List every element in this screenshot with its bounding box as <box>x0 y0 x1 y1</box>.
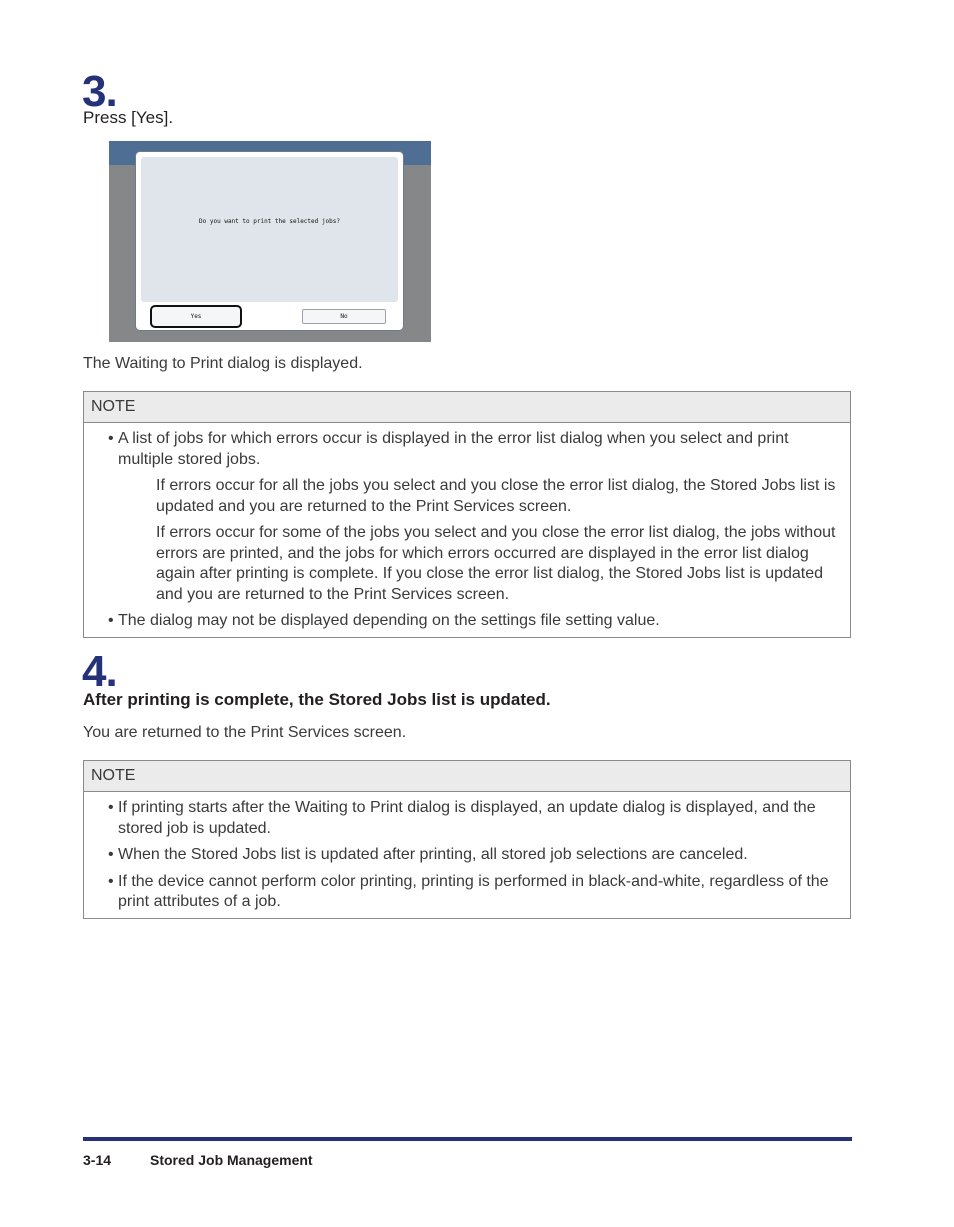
list-item: • If the device cannot perform color printing, printing is performed in black-and-white, regardless of the print attributes of a job. <box>108 872 829 910</box>
device-screenshot <box>109 141 431 342</box>
bullet-icon: • <box>108 846 114 863</box>
list-item: • A list of jobs for which errors occur is displayed in the error list dialog when you select and print multiple stored jobs. <box>108 430 789 468</box>
section-title: Stored Job Management <box>150 1152 313 1168</box>
footer-rule <box>83 1137 852 1141</box>
bullet-icon: • <box>108 430 114 447</box>
page-number: 3-14 <box>83 1152 112 1168</box>
list-item: • The dialog may not be displayed depending on the settings file setting value. <box>84 611 840 632</box>
note-title: NOTE <box>84 392 850 423</box>
step-instruction: After printing is complete, the Stored Jobs list is updated. <box>83 690 551 709</box>
list-item: • When the Stored Jobs list is updated after printing, all stored job selections are canceled. <box>84 845 840 866</box>
step-number: 4. <box>82 647 117 696</box>
list-item: If errors occur for some of the jobs you select and you close the error list dialog, the jobs without errors are printed, and the jobs for which errors occurred are displayed in the error list dialog again after printing is complete. If you close the error list dialog, the Stored Jobs list is updated and you are returned to the Print Services screen. <box>156 524 836 603</box>
yes-button[interactable]: Yes <box>150 305 242 328</box>
note-title: NOTE <box>84 761 850 792</box>
list-item: • If printing starts after the Waiting to Print dialog is displayed, an update dialog is displayed, and the stored job is updated. <box>108 799 816 837</box>
step-instruction: Press [Yes]. <box>83 108 174 127</box>
bullet-icon: • <box>108 872 114 890</box>
no-button[interactable]: No <box>302 309 386 324</box>
dialog-message: Do you want to print the selected jobs? <box>199 218 340 225</box>
list-item: If errors occur for all the jobs you select and you close the error list dialog, the Stored Jobs list is updated and you are returned to the Print Services screen. <box>156 477 836 515</box>
step-result: You are returned to the Print Services screen. <box>83 724 407 741</box>
dialog-message-area <box>141 157 398 302</box>
bullet-icon: • <box>108 799 114 816</box>
note-box <box>83 760 851 919</box>
confirm-dialog <box>136 152 403 330</box>
bullet-icon: • <box>108 612 114 629</box>
step-result: The Waiting to Print dialog is displayed. <box>83 355 363 372</box>
step-number: 3. <box>82 67 117 116</box>
note-box <box>83 391 851 638</box>
